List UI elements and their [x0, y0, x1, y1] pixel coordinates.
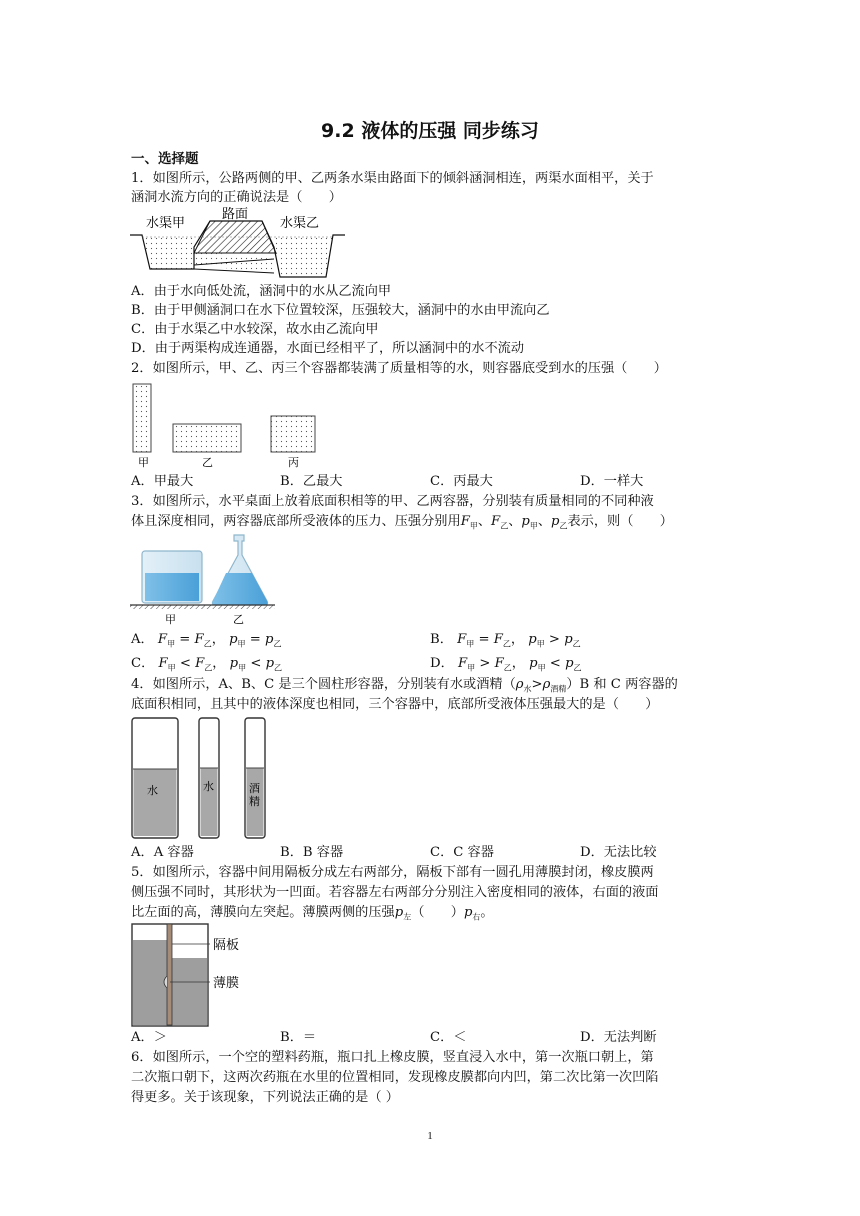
q2-text-line1: 2．如图所示，甲、乙、丙三个容器都装满了质量相等的水，则容器底受到水的压强（ ） — [131, 361, 667, 376]
q4-option-a[interactable]: A．A 容器 — [131, 845, 194, 860]
q3-option-b[interactable]: B． $F_甲 = F_乙$， $p_甲 > p_乙$ — [430, 632, 581, 649]
q1-culvert-figure — [130, 207, 345, 282]
page-title: 9.2 液体的压强 同步练习 — [321, 120, 539, 142]
q5-membrane-figure — [130, 922, 260, 1028]
q4-cylinders-figure — [130, 714, 275, 842]
q2-label-c: 丙 — [288, 456, 299, 469]
q4-label-c1: 酒 — [249, 782, 260, 795]
q1-option-a[interactable]: A．由于水向低处流，涵洞中的水从乙流向甲 — [131, 284, 392, 299]
q3-option-d[interactable]: D． $F_甲 > F_乙$， $p_甲 < p_乙$ — [430, 656, 582, 673]
q2-containers-figure — [130, 380, 330, 472]
q5-option-a[interactable]: A．＞ — [131, 1030, 167, 1045]
q1-label-road: 路面 — [222, 207, 249, 222]
q5-text-line3: 比左面的高，薄膜向左突起。薄膜两侧的压强$p_左$（ ）$p_右$。 — [131, 905, 494, 922]
q2-option-d[interactable]: D．一样大 — [580, 474, 644, 489]
q6-text-line1: 6．如图所示，一个空的塑料药瓶，瓶口扎上橡皮膜，竖直浸入水中，第一次瓶口朝上，第 — [131, 1050, 654, 1065]
q2-option-c[interactable]: C．丙最大 — [430, 474, 493, 489]
q4-text-line2: 底面积相同，且其中的液体深度也相同，三个容器中，底部所受液体压强最大的是（ ） — [131, 697, 659, 712]
q6-text-line3: 得更多。关于该现象，下列说法正确的是（ ） — [131, 1090, 399, 1105]
q1-option-b[interactable]: B．由于甲侧涵洞口在水下位置较深，压强较大，涵洞中的水由甲流向乙 — [131, 303, 550, 318]
q3-option-c[interactable]: C． $F_甲 < F_乙$， $p_甲 < p_乙$ — [131, 656, 283, 673]
q4-text-line1: 4．如图所示，A、B、C 是三个圆柱形容器，分别装有水或酒精$(\rho_水>\rho_{酒精})B$ 和 C 两容器的 — [131, 677, 678, 694]
q1-text-line1: 1．如图所示，公路两侧的甲、乙两条水渠由路面下的倾斜涵洞相连，两渠水面相平，关于 — [131, 171, 654, 186]
q3-option-a[interactable]: A． $F_甲 = F_乙$， $p_甲 = p_乙$ — [131, 632, 282, 649]
q1-option-c[interactable]: C．由于水渠乙中水较深，故水由乙流向甲 — [131, 322, 379, 337]
page-number: 1 — [427, 1130, 433, 1142]
q1-option-d[interactable]: D．由于两渠构成连通器，水面已经相平了，所以涵洞中的水不流动 — [131, 341, 525, 356]
q3-beaker-flask-figure — [130, 533, 275, 626]
q5-label-film: 薄膜 — [213, 976, 240, 991]
q4-label-c2: 精 — [249, 795, 260, 808]
q1-text-line2: 涵洞水流方向的正确说法是（ ） — [131, 190, 342, 205]
q5-option-c[interactable]: C．＜ — [430, 1030, 467, 1045]
q5-text-line1: 5．如图所示，容器中间用隔板分成左右两部分，隔板下部有一圆孔用薄膜封闭，橡皮膜两 — [131, 865, 654, 880]
q2-label-a: 甲 — [138, 456, 149, 469]
q3-text-part: 体且深度相同，两容器底部所受液体的压力、压强分别用 — [131, 514, 461, 529]
q3-label-b: 乙 — [233, 613, 244, 626]
q5-option-b[interactable]: B．＝ — [280, 1030, 317, 1045]
q4-option-d[interactable]: D．无法比较 — [580, 845, 657, 860]
q4-option-b[interactable]: B．B 容器 — [280, 845, 344, 860]
q4-option-c[interactable]: C．C 容器 — [430, 845, 494, 860]
q5-label-board: 隔板 — [213, 938, 240, 953]
q4-label-a: 水 — [147, 784, 158, 797]
q2-label-b: 乙 — [202, 456, 213, 469]
q2-option-b[interactable]: B．乙最大 — [280, 474, 343, 489]
q1-label-canal-a: 水渠甲 — [146, 216, 186, 231]
q2-option-a[interactable]: A．甲最大 — [131, 474, 194, 489]
q5-option-d[interactable]: D．无法判断 — [580, 1030, 657, 1045]
q3-text-line1: 3．如图所示，水平桌面上放着底面积相等的甲、乙两容器，分别装有质量相同的不同种液 — [131, 494, 654, 509]
q5-text-line2: 侧压强不同时，其形状为一凹面。若容器左右两部分分别注入密度相同的液体，右面的液面 — [131, 885, 659, 900]
q3-label-a: 甲 — [165, 613, 176, 626]
q6-text-line2: 二次瓶口朝下，这两次药瓶在水里的位置相同，发现橡皮膜都向内凹，第二次比第一次凹陷 — [131, 1070, 659, 1085]
q1-label-canal-b: 水渠乙 — [280, 216, 320, 231]
q3-text-line2: 体且深度相同，两容器底部所受液体的压力、压强分别用$F_甲$、$F_乙$、$p_甲$、$p_乙$表示，则（ ） — [131, 514, 673, 531]
q4-label-b: 水 — [203, 780, 214, 793]
section-heading: 一、选择题 — [131, 151, 199, 167]
